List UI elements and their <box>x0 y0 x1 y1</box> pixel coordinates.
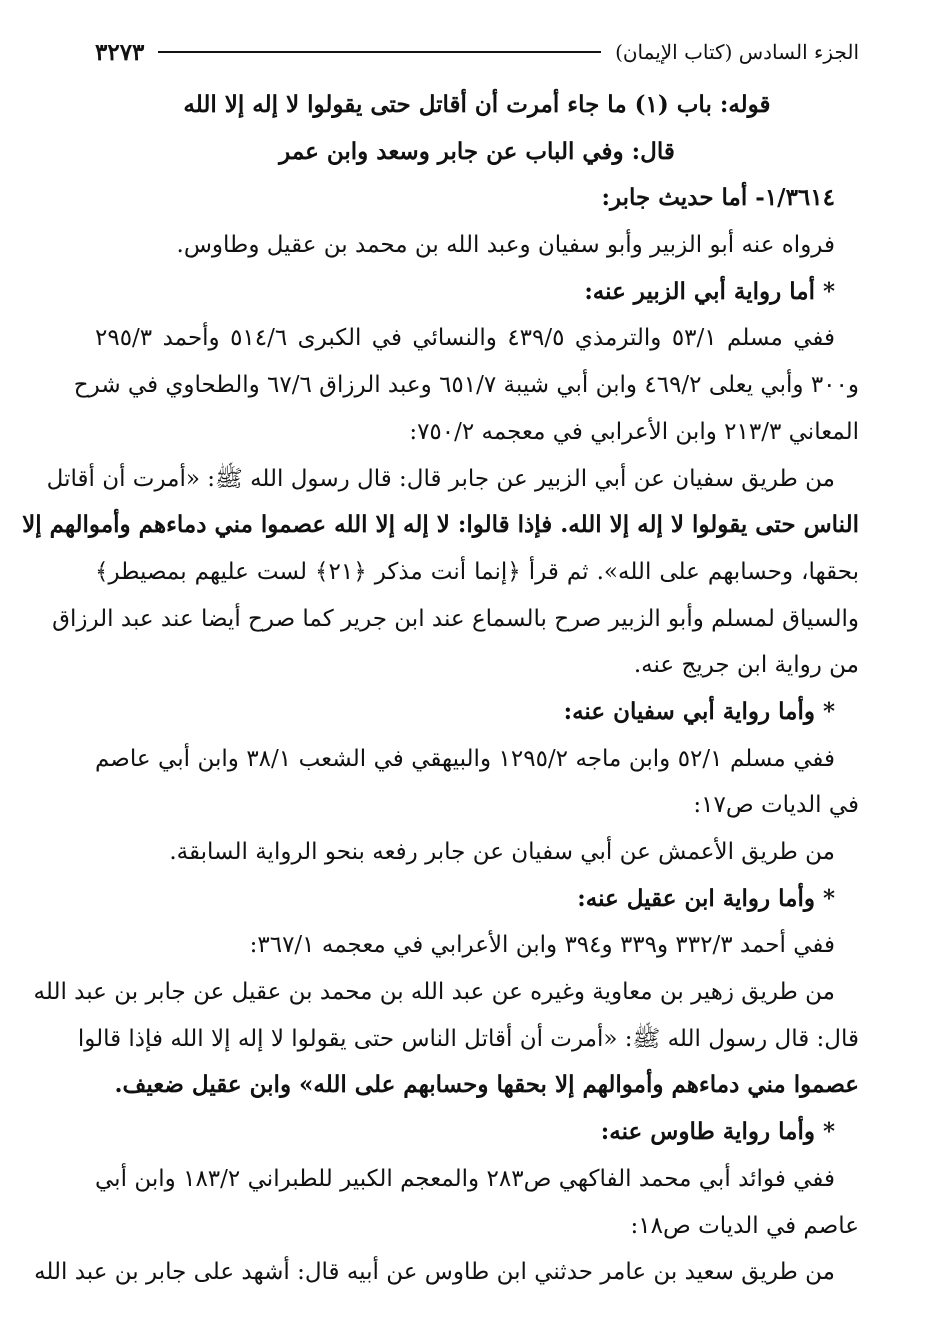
running-title: الجزء السادس (كتاب الإيمان) <box>615 40 859 64</box>
text-line: عاصم في الديات ص١٨: <box>630 1212 859 1239</box>
text-line: * وأما رواية ابن عقيل عنه: <box>577 884 835 912</box>
text-line: قال: وفي الباب عن جابر وسعد وابن عمر <box>279 137 675 165</box>
text-line: قال: قال رسول الله ﷺ: «أمرت أن أقاتل الناس حتى يقولوا لا إله إلا الله فإذا قالوا <box>77 1025 859 1052</box>
text-line: و٣٠٠ وأبي يعلى ٤٦٩/٢ وابن أبي شيبة ٦٥١/٧ وعبد الرزاق ٦٧/٦ والطحاوي في شرح <box>73 372 859 399</box>
text-body <box>22 82 859 1296</box>
text-line: من رواية ابن جريج عنه. <box>633 652 859 679</box>
text-line: ففي مسلم ٥٢/١ وابن ماجه ١٢٩٥/٢ والبيهقي في الشعب ٣٨/١ وابن أبي عاصم <box>95 745 835 772</box>
text-line: المعاني ٢١٣/٣ وابن الأعرابي في معجمه ٧٥٠/٢: <box>409 418 859 445</box>
page-number: ٣٢٧٣ <box>95 38 145 66</box>
text-line: من طريق سفيان عن أبي الزبير عن جابر قال: قال رسول الله ﷺ: «أمرت أن أقاتل <box>46 465 835 492</box>
text-line: ففي مسلم ٥٣/١ والترمذي ٤٣٩/٥ والنسائي في الكبرى ٥١٤/٦ وأحمد ٢٩٥/٣ <box>95 325 836 352</box>
text-line: بحقها، وحسابهم على الله». ثم قرأ ﴿إنما أنت مذكر ﴿٢١﴾ لست عليهم بمصيطر﴾ <box>95 558 859 585</box>
page-header <box>95 32 859 72</box>
text-line: عصموا مني دماءهم وأموالهم إلا بحقها وحسابهم على الله» وابن عقيل ضعيف. <box>114 1071 859 1099</box>
text-line: * وأما رواية طاوس عنه: <box>600 1118 835 1146</box>
text-line: ففي أحمد ٣٣٢/٣ و٣٣٩ و٣٩٤ وابن الأعرابي في معجمه ٣٦٧/١: <box>249 932 835 959</box>
text-line: فرواه عنه أبو الزبير وأبو سفيان وعبد الله بن محمد بن عقيل وطاوس. <box>176 232 835 259</box>
text-line: الناس حتى يقولوا لا إله إلا الله. فإذا قالوا: لا إله إلا الله عصموا مني دماءهم وأموالهم إلا <box>22 511 859 539</box>
text-line: * وأما رواية أبي سفيان عنه: <box>563 697 835 725</box>
text-line: والسياق لمسلم وأبو الزبير صرح بالسماع عند ابن جرير كما صرح أيضا عند عبد الرزاق <box>52 605 859 632</box>
text-line: من طريق زهير بن معاوية وغيره عن عبد الله بن محمد بن عقيل عن جابر بن عبد الله <box>33 979 835 1006</box>
text-line: * أما رواية أبي الزبير عنه: <box>584 277 835 305</box>
text-line: في الديات ص١٧: <box>693 792 859 819</box>
text-line: من طريق الأعمش عن أبي سفيان عن جابر رفعه بنحو الرواية السابقة. <box>169 839 835 865</box>
text-line: ١/٣٦١٤- أما حديث جابر: <box>601 184 835 212</box>
text-line: من طريق سعيد بن عامر حدثني ابن طاوس عن أبيه قال: أشهد على جابر بن عبد الله <box>34 1259 835 1286</box>
header-rule <box>158 51 601 53</box>
text-line: ففي فوائد أبي محمد الفاكهي ص٢٨٣ والمعجم الكبير للطبراني ١٨٣/٢ وابن أبي <box>95 1165 835 1192</box>
text-line: قوله: باب (١) ما جاء أمرت أن أقاتل حتى يقولوا لا إله إلا الله <box>183 91 771 118</box>
